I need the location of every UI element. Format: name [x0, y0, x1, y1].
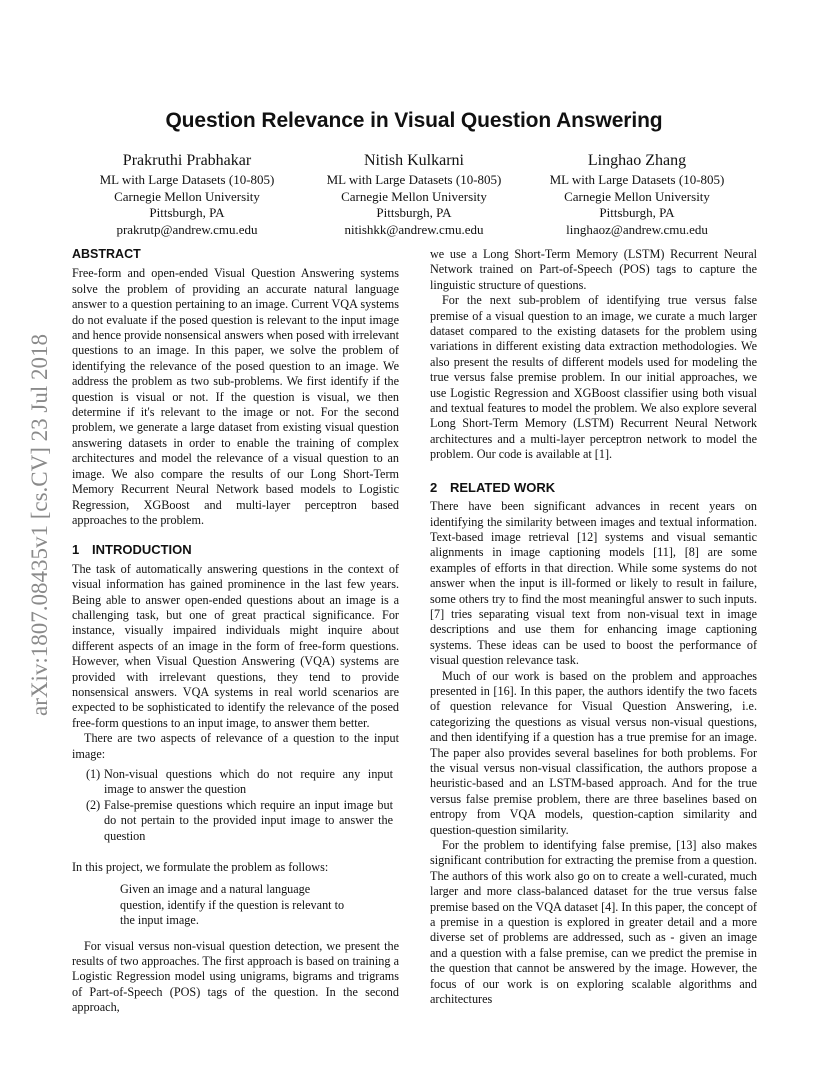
paragraph: For visual versus non-visual question detection, we present the results of two approaches. The first approach is based on training a Logistic Regression model using unigrams, bigrams and trigrams of Part-of-Speech (POS) tags of the question. In the second approach, [72, 938, 399, 1015]
author-affiliation: Carnegie Mellon University [564, 188, 710, 204]
list-item-text: Non-visual questions which do not require any input image to answer the question [104, 767, 393, 797]
paragraph: In this project, we formulate the problem as follows: [72, 860, 329, 875]
list-item-label: (2) [86, 797, 101, 812]
paper-title: Question Relevance in Visual Question Answering [165, 109, 663, 132]
relevance-aspects-list [72, 767, 399, 844]
section-number: 2 [430, 479, 438, 495]
author-course: ML with Large Datasets (10-805) [99, 172, 275, 187]
list-item-label: (1) [86, 767, 101, 781]
author-course: ML with Large Datasets (10-805) [549, 172, 725, 187]
paragraph: There are two aspects of relevance of a question to the input image: [72, 731, 399, 761]
section-heading-introduction [72, 542, 399, 557]
author-location: Pittsburgh, PA [149, 205, 225, 221]
arxiv-stamp [22, 290, 58, 760]
author-name: Linghao Zhang [587, 152, 687, 169]
paragraph: There have been significant advances in recent years on identifying the similarity between images and textual information. Text-based image retrieval [12] systems and visual semantic alignments in image captioning models [11], [8] are some examples of efforts in that direction. While some systems do not answer when the input is ill-formed or likely to result in failure, some others try to find the most meaningful answer to such inputs. [7] tries separating visual text from non-visual text in image descriptions and use them for enhancing image captioning systems. These ideas can be used to boost the performance of visual question relevance task. [430, 499, 757, 668]
paragraph: For the problem to identifying false premise, [13] also makes significant contribution for extracting the premise from a question. The authors of this work also go on to create a well-curated, much larger and more class-balanced dataset for the true versus false premise based on the VQA dataset [4]. In this paper, the concept of a premise in a question is explored in greater detail and a more diverse set of problems are addressed, such as - given an image and a question with a false premise, can we predict the premise in the question that cannot be answered by the image. However, the focus of our work is on exploring scalable algorithms and architectures [430, 838, 757, 1007]
author-2 [299, 150, 529, 238]
paragraph: we use a Long Short-Term Memory (LSTM) Recurrent Neural Network trained on Part-of-Speech (POS) tags to capture the linguistic structure of questions. [430, 247, 757, 292]
abstract-text: Free-form and open-ended Visual Question Answering systems solve the problem of providing an accurate natural language answer to a question pertaining to an image. Current VQA systems do not evaluate if the posed question is relevant to the input image and hence provide nonsensical answers when posed with irrelevant questions to an image. In this paper, we solve the problem of identifying the relevance of the posed question to an image. We address the problem as two sub-problems. We first identify if the question is visual or not. If the question is visual, we then determine if it's relevant to the image or not. For the second problem, we generate a large dataset from existing visual question answering datasets in order to enable the training of complex architectures and model the relevance of a visual question to an image. We also compare the results of our Long Short-Term Memory Recurrent Neural Network based models to Logistic Regression, XGBoost and multi-layer perceptron based approaches to the problem. [72, 266, 399, 527]
list-item [72, 798, 399, 844]
section-number: 1 [72, 542, 80, 558]
author-course: ML with Large Datasets (10-805) [326, 172, 502, 187]
abstract-heading: ABSTRACT [72, 247, 141, 261]
arxiv-identifier: arXiv:1807.08435v1 [cs.CV] 23 Jul 2018 [27, 333, 52, 717]
section-title: RELATED WORK [450, 479, 556, 495]
section-title: INTRODUCTION [92, 542, 192, 558]
author-location: Pittsburgh, PA [376, 205, 452, 221]
paragraph: For the next sub-problem of identifying true versus false premise of a visual question to an image, we curate a much larger dataset compared to the existing datasets for the problem using variations in different existing data extraction methodologies. We also present the results of different models used for modeling the true versus false premise problem. In our initial approaches, we use Logistic Regression and XGBoost classifier using both visual and textual features to model the problem. We also explore several Long Short-Term Memory (LSTM) Recurrent Neural Network architectures and a multi-layer perceptron network to model the problem. Our code is available at [1]. [430, 293, 757, 462]
section-heading-related-work [430, 480, 757, 495]
author-location: Pittsburgh, PA [599, 205, 675, 221]
author-1 [72, 150, 302, 238]
author-email: nitishkk@andrew.cmu.edu [344, 221, 484, 237]
right-column [430, 247, 757, 1008]
problem-statement-quote: Given an image and a natural language question, identify if the question is relevant to the input image. [120, 882, 345, 928]
author-name: Nitish Kulkarni [364, 152, 464, 169]
author-affiliation: Carnegie Mellon University [341, 188, 487, 204]
author-name: Prakruthi Prabhakar [122, 152, 252, 169]
author-email: prakrutp@andrew.cmu.edu [116, 221, 258, 237]
author-3 [522, 150, 752, 238]
author-affiliation: Carnegie Mellon University [114, 188, 260, 204]
author-email: linghaoz@andrew.cmu.edu [566, 221, 708, 237]
paragraph: Much of our work is based on the problem and approaches presented in [16]. In this paper, the authors identify the two facets of question relevance for Visual Question Answering, i.e. categorizing the questions as visual versus non-visual questions, and then identifying if a question has a true premise for an image. The paper also provides several baselines for both problems. For the visual versus non-visual classification, the authors propose a heuristic-based and an LSTM-based approach. And for the true versus false premise problem, there are three baselines based on entropy from VQA models, question-caption similarity and question-question similarity. [430, 668, 757, 837]
list-item-text: False-premise questions which require an input image but do not pertain to the provided input image to answer the question [104, 797, 393, 843]
left-column [72, 247, 399, 1016]
paragraph: The task of automatically answering questions in the context of visual information has gained prominence in the last few years. Being able to answer open-ended questions about an image is a challenging task, but one of great practical significance. For instance, visually impaired individuals might inquire about different aspects of an image in the form of free-form questions. However, when Visual Question Answering (VQA) systems are provided with irrelevant questions, they tend to provide nonsensical answers. VQA systems in real world scenarios are expected to be sophisticated to identify the relevance of the posed free-form questions to an input image, to answer them better. [72, 561, 399, 730]
list-item [72, 767, 399, 798]
